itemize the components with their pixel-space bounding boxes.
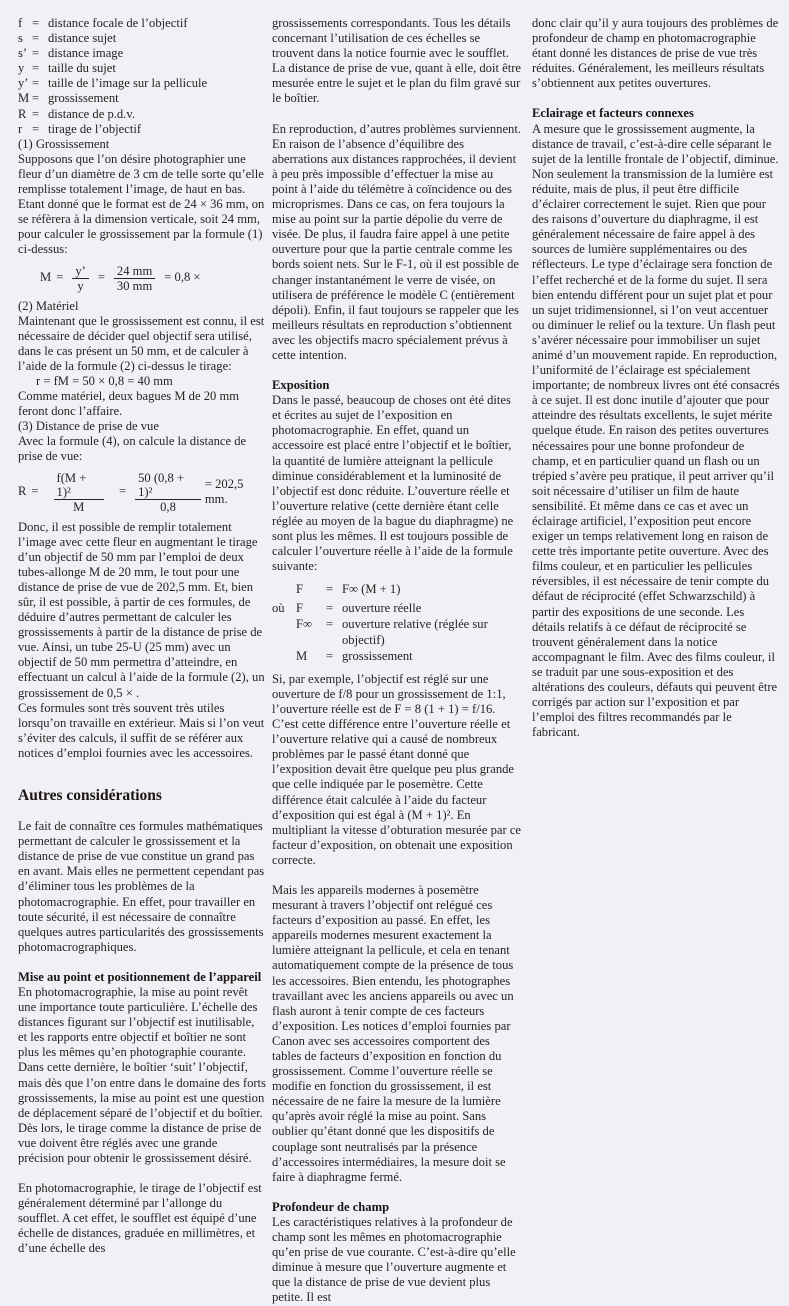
step-3-text: Avec la formule (4), on calcule la distance de prise de vue: bbox=[18, 434, 247, 464]
paragraph: Ces formules sont très souvent très utiles lorsqu’on travaille en extérieur. Mais si l’on veut s’éviter des calculs, il suffit de se référer aux notices d’emploi fournies avec les accessoires. bbox=[18, 700, 265, 760]
paragraph: En reproduction, d’autres problèmes surviennent. En raison de l’absence d’équilibre des aberrations aux distances rapprochées, il devient à peu près impossible d’effectuer la mise au point à l’aide du télémètre à coïncidence ou des microprismes. Dans ce cas, on fera toujours la mise au point sur la partie dépolie du verre de visée. De plus, il faudra faire appel à une petite ouverture pour que la partie centrale comme les bords soient nets. Sur le F-1, où il est possible de changer instantanément le verre de visée, on utilisera de préférence le modèle C (entièrement dépoli). Enfin, il faut toujours se rappeler que les meilleurs résultats en reproduction s’obtiennent avec les objectifs macro spécialement prévus à cette intention. bbox=[272, 121, 522, 362]
column-3 bbox=[532, 16, 780, 740]
step-2-after: Comme matériel, deux bagues M de 20 mm feront donc l’affaire. bbox=[18, 389, 240, 419]
paragraph: Le fait de connaître ces formules mathématiques permettant de calculer le grossissement et la distance de prise de vue constitue un grand pas en avant. Mais elles ne permettent cependant pas d’éliminer tous les problèmes de la photomacrographie. En effet, pour travailler en toute sécurité, il est nécessaire de connaître quelques autres particularités des grossissements photomacrographiques. bbox=[18, 819, 265, 954]
paragraph: Dans le passé, beaucoup de choses ont été dites et écrites au sujet de l’exposition en photomacrographie. En effet, quand un accessoire est placé entre l’objectif et le boîtier, la quantité de lumière atteignant la pellicule diminue considérablement et la luminosité de l’objectif est donc réduite. L’ouverture réelle et l’ouverture relative (cette dernière étant celle réglée au moyen de la bague du diaphragme) ne sont plus les mêmes. Il est toujours possible de calculer l’ouverture réelle à l’aide de la formule suivante: bbox=[272, 393, 514, 574]
column-1 bbox=[18, 16, 266, 1257]
paragraph: Mais les appareils modernes à posemètre mesurant à travers l’objectif ont relégué ces facteurs d’exposition au passé. En effet, les appareils modernes mesurent exactement la lumière atteignant la pellicule, et cela en tenant automatiquement compte de la présence de tous les accessoires. Bien entendu, les photographes travaillant avec les anciens appareils ou avec un flash auront à tenir compte de ces facteurs d’exposition. Les notices d’emploi fournies par Canon avec ses accessoires comportent des tables de facteurs d’exposition en fonction du grossissement. Comme l’ouverture réelle se modifie en fonction du grossissement, il est nécessaire de ne faire la mesure de la lumière qu’après avoir réglé la mise au point. Sans oublier qu’étant donné que les dispositifs de couplage sont neutralisés par la présence d’accessoires intermédiaires, la mesure doit se faire à diaphragme fermé. bbox=[272, 882, 514, 1184]
fraction: $\frac{y’}{y}$ bbox=[72, 264, 89, 293]
subsection-heading: Profondeur de champ bbox=[272, 1199, 390, 1214]
formula-aperture: F = F∞ (M + 1) bbox=[296, 582, 401, 597]
paragraph: grossissements correspondants. Tous les détails concernant l’utilisation de ces échelles se trouvent dans la notice fournie avec le soufflet. La distance de prise de vue, quant à elle, doit être mesurée entre le sujet et le plan du film gravé sur le boîtier. bbox=[272, 16, 521, 106]
paragraph: En photomacrographie, le tirage de l’objectif est généralement déterminé par l’allonge du soufflet. A cet effet, le soufflet est équipé d’une échelle de distances, graduée en millimètres, et d’une échelle des bbox=[18, 1181, 262, 1256]
definition-item: r = tirage de l’objectif bbox=[18, 121, 142, 136]
paragraph: Les caractéristiques relatives à la profondeur de champ sont les mêmes en photomacrographie qu’en prise de vue courante. C’est-à-dire qu’elle diminue à mesure que l’ouverture augmente et que la distance de prise de vue devient plus petite. Il est bbox=[272, 1214, 516, 1305]
paragraph: A mesure que le grossissement augmente, la distance de travail, c’est-à-dire celle séparant le sujet de la lentille frontale de l’objectif, diminue. Non seulement la transmission de la lumière est réduite, mais de plus, il peut être difficile d’éclairer correctement le sujet. Rien que pour des raisons d’ouverture du diaphragme, il est généralement nécessaire de faire appel à des sources de lumière supplémentaires ou des réflecteurs. Le type d’éclairage sera fonction de l’effet recherché et de la forme du sujet. Il sera bien entendu différent pour un sujet plat et pour un sujet tridimensionnel, si l’on veut accentuer ou diminuer le relief ou la texture. Un flash peut s’avérer nécessaire pour immobiliser un sujet animé d’un mouvement rapide. En reproduction, l’uniformité de l’éclairage est spécialement importante; de nombreux livres ont été consacrés à ce sujet. Il est donc inutile d’ajouter que pour atteindre des résultats excellents, le sujet mérite quelque étude. En raison des petites ouvertures nécessaires pour une bonne profondeur de champ, et en particulier quand un flash ou un trépied s’avère peu pratique, il peut arriver qu’il soit nécessaire d’utiliser un film de haute sensibilité. Et même dans ce cas et avec un éclairage artificiel, l’exposition peut encore exiger un temps relativement long en raison de cette très importante petite ouverture. Avec des films couleur, et en particulier les pellicules réversibles, il est nécessaire de tenir compte du défaut de réciprocité (effet Schwarzschild) à partir des expositions de une seconde. Les détails relatifs à ce défaut de réciprocité se trouvent généralement dans la notice accompagnant le film. Avec des films couleur, il se traduit par une sous-exposition et des altérations des couleurs, défauts qui peuvent être corrigés par action sur l’exposition et par l’emploi des filtres recommandés par le fabricant. bbox=[532, 121, 780, 740]
fraction: $\frac{24 mm}{30 mm}$ bbox=[114, 264, 155, 293]
definition-item: M = grossissement bbox=[18, 91, 119, 106]
definition-item: y = taille du sujet bbox=[18, 61, 116, 76]
column-2 bbox=[272, 16, 522, 1306]
paragraph: En photomacrographie, la mise au point revêt une importance toute particulière. L’échelle des distances figurant sur l’objectif est inutilisable, et les rapports entre objectif et boîtier ne sont plus les mêmes qu’en photographie courante. Dans cette dernière, le boîtier ‘suit’ l’objectif, mais dès que l’on entre dans le domaine des forts grossissements, la mise au point est une question de déplacement séparé de l’objectif et du boîtier. Dès lors, le tirage comme la distance de prise de vue doivent être réglés avec une grande précision pour obtenir le grossissement désiré. bbox=[18, 984, 266, 1165]
formula-magnification: M = $\frac{y’}{y}$ = $\frac{24 mm}{30 mm}$ = 0,8 × bbox=[40, 263, 201, 293]
paragraph: C’est cette différence entre l’ouverture réelle et l’ouverture relative qui a causé de nombreux problèmes par le passé étant donné que l’exposition devait être quelque peu plus grande que celle indiquée par le posemètre. Cette différence était calculée à l’aide du facteur d’exposition qui est égal à (M + 1)². En multipliant la vitesse d’obturation mesurée par ce facteur d’exposition, on obtenait une exposition correcte. bbox=[272, 717, 521, 867]
step-2-text: Maintenant que le grossissement est connu, il est nécessaire de décider quel objectif sera utilisé, dans le cas présent un 50 mm, et de calculer à l’aide de la formule (2) ci-dessus le tirage: bbox=[18, 313, 265, 373]
formula-definitions: où F = ouverture réelle F∞ = ouverture relative (réglée sur objectif) M = grossissement bbox=[272, 601, 488, 663]
definition-item: f = distance focale de l’objectif bbox=[18, 16, 188, 30]
section-heading: Autres considérations bbox=[18, 787, 162, 805]
step-1-text: Supposons que l’on désire photographier une fleur d’un diamètre de 3 cm de telle sorte qu’elle remplisse totalement l’image, de haut en bas. Etant donné que le format est de 24 × 36 mm, on se réfèrera à la dimension verticale, soit 24 mm, pour calculer le grossissement par la formule (1) ci-dessus: bbox=[18, 151, 265, 257]
paragraph: Si, par exemple, l’objectif est réglé sur une ouverture de f/8 pour un grossissement de 1:1, l’ouverture réelle est de F = 8 (1 + 1) = f/16. bbox=[272, 671, 506, 716]
subsection-heading: Eclairage et facteurs connexes bbox=[532, 106, 694, 121]
definition-item: s = distance sujet bbox=[18, 31, 117, 46]
formula-distance: R = $\frac{\text{f(M + 1)²}}{M}$ = $\frac{\text{50 (0,8 + 1)²}}{0,8}$ = 202,5 mm. bbox=[18, 470, 244, 514]
definition-list bbox=[18, 16, 266, 137]
step-1-title: (1) Grossissement bbox=[18, 136, 110, 151]
definition-item: s’ = distance image bbox=[18, 46, 124, 61]
subsection-heading: Mise au point et positionnement de l’appareil bbox=[18, 969, 262, 984]
paragraph: Donc, il est possible de remplir totalement l’image avec cette fleur en augmentant le tirage d’un objectif de 50 mm par l’emploi de deux tubes-allonge M de 20 mm, le tout pour une distance de prise de vue de 202,5 mm. Et, bien sûr, il est possible, à partir de ces formules, de déduire d’autres permettant de calculer les grossissements à partir de la distance de prise de vue. Ainsi, un tube 25-U (25 mm) avec un objectif de 50 mm permettra d’atteindre, en effectuant un calcul à l’aide de la formule (2), un grossissement de 0,5 × . bbox=[18, 519, 265, 700]
definition-item: y’ = taille de l’image sur la pellicule bbox=[18, 76, 208, 91]
subsection-heading: Exposition bbox=[272, 378, 330, 393]
fraction: $\frac{\text{f(M + 1)²}}{M}$ bbox=[54, 471, 105, 514]
formula-tirage: r = fM = 50 × 0,8 = 40 mm bbox=[36, 373, 173, 388]
step-2-title: (2) Matériel bbox=[18, 298, 79, 313]
paragraph: donc clair qu’il y aura toujours des problèmes de profondeur de champ en photomacrographie étant donné les distances de prise de vue très réduites. Généralement, les meilleurs résultats s’obtiennent aux petites ouvertures. bbox=[532, 16, 779, 91]
fraction: $\frac{\text{50 (0,8 + 1)²}}{0,8}$ bbox=[135, 471, 201, 514]
definition-item: R = distance de p.d.v. bbox=[18, 106, 135, 121]
step-3-title: (3) Distance de prise de vue bbox=[18, 419, 159, 434]
